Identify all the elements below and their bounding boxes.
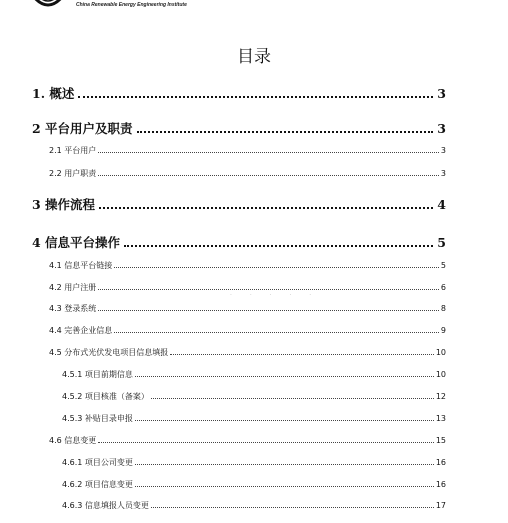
toc-entry-label: 4 信息平台操作	[32, 235, 121, 250]
toc-entry-label: 1. 概述	[32, 86, 75, 101]
toc-dot-leader	[98, 147, 439, 153]
page-header	[0, 0, 508, 22]
toc-entry-page: 5	[440, 261, 446, 270]
toc-entry-page: 4	[437, 197, 446, 212]
toc-entry[interactable]	[32, 84, 446, 102]
toc-entry-page: 5	[437, 235, 446, 250]
toc-entry-page: 6	[440, 283, 446, 292]
toc-dot-leader	[124, 238, 433, 247]
toc-entry-label: 2.1 平台用户	[49, 146, 97, 155]
toc-dot-leader	[98, 305, 439, 311]
toc-entry-label: 4.6.3 信息填报人员变更	[62, 501, 149, 510]
toc-entry[interactable]	[32, 168, 446, 179]
toc-entry-page: 3	[437, 121, 446, 136]
toc-dot-leader	[135, 481, 434, 487]
toc-entry[interactable]	[32, 233, 446, 251]
toc-entry[interactable]	[32, 119, 446, 137]
toc-entry-label: 4.3 登录系统	[49, 304, 97, 313]
toc-entry-label: 4.5.3 补贴目录申报	[62, 414, 133, 423]
toc-entry[interactable]	[32, 260, 446, 271]
toc-entry[interactable]	[32, 479, 446, 490]
toc-dot-leader	[135, 415, 434, 421]
toc-entry[interactable]	[32, 391, 446, 402]
toc-entry-page: 3	[440, 146, 446, 155]
toc-entry[interactable]	[32, 413, 446, 424]
org-name: China Renewable Energy Engineering Institute	[76, 2, 187, 8]
toc-entry[interactable]	[32, 303, 446, 314]
toc-entry[interactable]	[32, 145, 446, 156]
toc-entry-page: 16	[435, 480, 446, 489]
toc-entry-page: 3	[437, 86, 446, 101]
toc-entry-label: 4.4 完善企业信息	[49, 326, 113, 335]
toc-entry[interactable]	[32, 457, 446, 468]
toc-entry-label: 2.2 用户职责	[49, 169, 97, 178]
toc-entry-label: 4.5.1 项目前期信息	[62, 370, 133, 379]
toc-entry-page: 15	[435, 436, 446, 445]
toc-dot-leader	[170, 349, 434, 355]
toc-entry-label: 4.6.2 项目信息变更	[62, 480, 133, 489]
toc-dot-leader	[151, 393, 434, 399]
toc-dot-leader	[135, 459, 434, 465]
toc-entry-label: 4.6.1 项目公司变更	[62, 458, 133, 467]
toc-entry-label: 4.6 信息变更	[49, 436, 97, 445]
toc-entry[interactable]	[32, 325, 446, 336]
toc-dot-leader	[114, 262, 439, 268]
toc-dot-leader	[135, 371, 434, 377]
toc-entry-page: 9	[440, 326, 446, 335]
toc-dot-leader	[78, 89, 433, 98]
toc-entry-label: 2 平台用户及职责	[32, 121, 133, 136]
toc-dot-leader	[151, 502, 434, 508]
toc-dot-leader	[98, 437, 434, 443]
toc-entry-label: 4.5.2 项目核准（备案）	[62, 392, 149, 401]
toc-entry-page: 16	[435, 458, 446, 467]
toc-entry-label: 4.2 用户注册	[49, 283, 97, 292]
institute-logo-icon	[30, 0, 66, 14]
page-title: 目录	[237, 47, 271, 67]
toc-entry-page: 17	[435, 501, 446, 510]
toc-entry-page: 10	[435, 370, 446, 379]
toc-entry-label: 4.1 信息平台链接	[49, 261, 113, 270]
toc-dot-leader	[114, 327, 439, 333]
toc-entry[interactable]	[32, 347, 446, 358]
toc-dot-leader	[98, 284, 439, 290]
toc-entry-page: 3	[440, 169, 446, 178]
toc-entry-page: 10	[435, 348, 446, 357]
toc-entry-page: 12	[435, 392, 446, 401]
toc-entry[interactable]	[32, 435, 446, 446]
scan-noise: · · · · ·	[230, 292, 320, 299]
toc-entry-label: 3 操作流程	[32, 197, 96, 212]
toc-dot-leader	[99, 200, 433, 209]
toc-entry-page: 8	[440, 304, 446, 313]
toc-entry[interactable]	[32, 369, 446, 380]
toc-entry-label: 4.5 分布式光伏发电项目信息填报	[49, 348, 169, 357]
toc-entry[interactable]	[32, 195, 446, 213]
toc-entry[interactable]	[32, 500, 446, 511]
toc-entry-page: 13	[435, 414, 446, 423]
toc-dot-leader	[137, 124, 434, 133]
toc-dot-leader	[98, 170, 439, 176]
